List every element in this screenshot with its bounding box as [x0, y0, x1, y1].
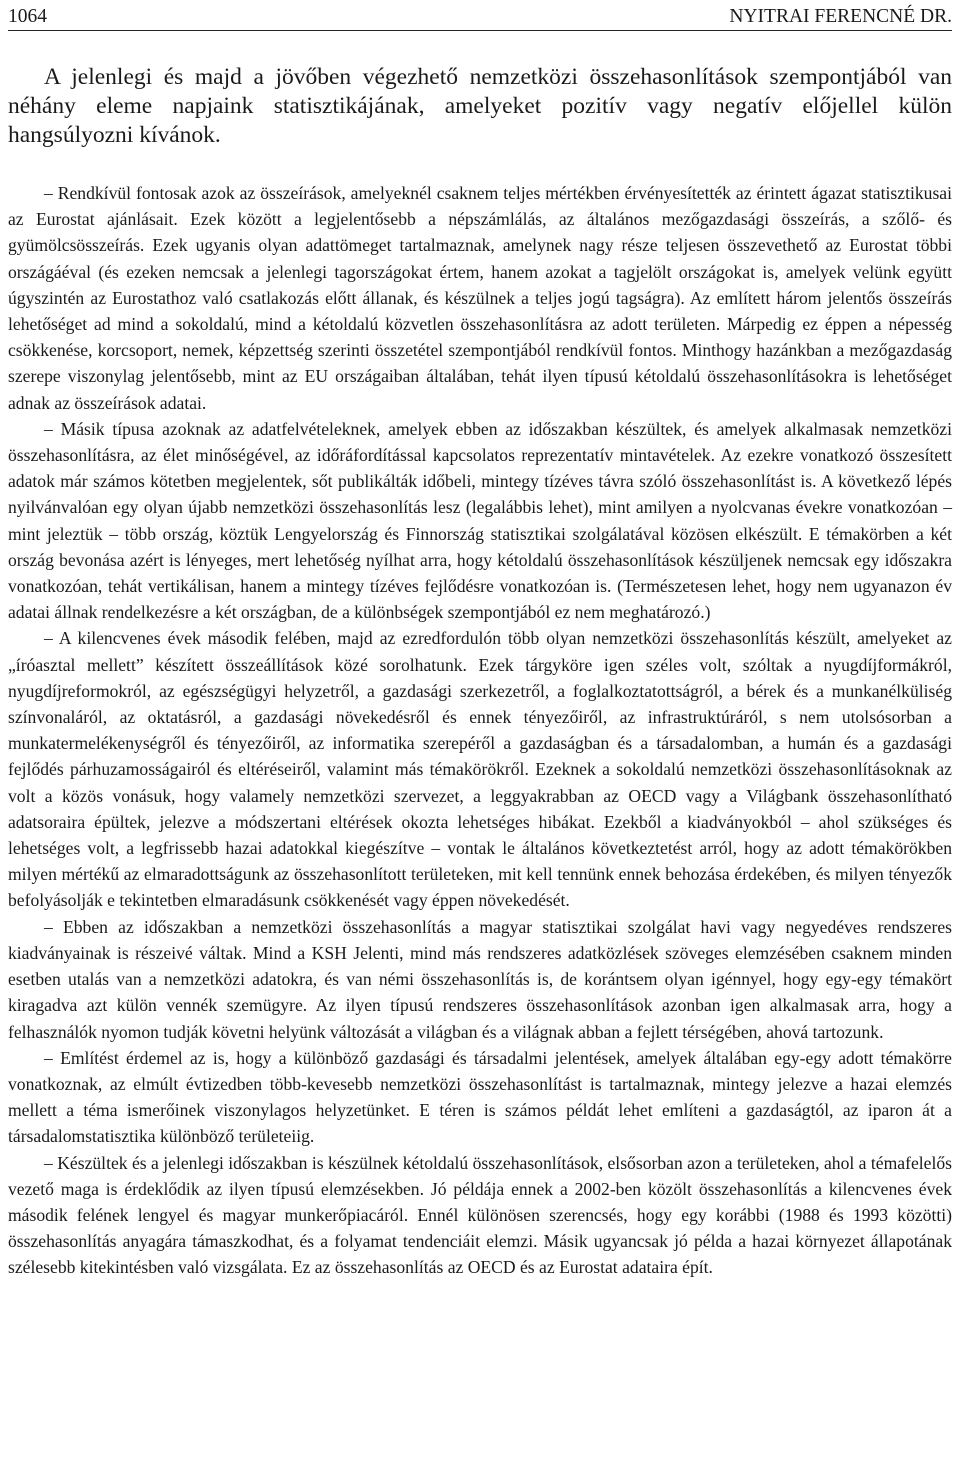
paragraph-census: – Rendkívül fontosak azok az összeírások, amelyeknél csaknem teljes mértékben érvényesítették az érintett ágazat statisztikusai az Eurostat ajánlásait. Ezek között a legjelentősebb a népszámlálás, az általános mezőgazdasági összeírás, a szőlő- és gyümölcsösszeírás. Ezek ugyanis olyan adattömeget tartalmaznak, amelynek nagy része teljesen összevethető az Eurostat többi országáéval (és ezeken nemcsak a jelenlegi tagországokat értem, hanem azokat a tagjelölt országokat is, amelyek velünk együtt úgyszintén az Eurostathoz való csatlakozás előtt állanak, és készülnek a teljes jogú tagságra). Az említett három jelentős összeírás lehetőséget ad mind a sokoldalú, mind a kétoldalú közvetlen összehasonlításra az adott területen. Márpedig ez éppen a népesség csökkenése, korcsoport, nemek, képzettség szerinti összetétel szempontjából rendkívül fontos. Minthogy hazánkban a mezőgazdaság szerepe viszonylag jelentősebb, mint az EU országaiban általában, tehát ilyen típusú kétoldalú összehasonlításokra is lehetőséget adnak az összeírások adatai.: [8, 183, 952, 413]
page-number: 1064: [8, 6, 47, 27]
document-page: [8, 0, 952, 1281]
author-name: NYITRAI FERENCNÉ DR.: [729, 6, 952, 27]
paragraph-desk-comparisons: – A kilencvenes évek második felében, majd az ezredfordulón több olyan nemzetközi összehasonlítás készült, amelyeket az „íróasztal mellett” készített összeállítások közé sorolhatunk. Ezek tárgyköre igen széles volt, szóltak a nyugdíjformákról, nyugdíjreformokról, az egészségügyi helyzetről, a gazdasági szerkezetről, a foglalkoztatottságról, a bérek és a munkanélküliség színvonaláról, az oktatásról, a gazdasági növekedésről és ennek tényezőiről, az infrastruktúráról, s nem utolsósorban a munkatermelékenységről és tényezőiről, az informatika szerepéről a gazdaságban és a társadalomban, a humán és a gazdasági fejlődés párhuzamosságairól és eltéréseiről, valamint más témakörökről. Ezeknek a sokoldalú nemzetközi összehasonlításoknak az volt a közös vonásuk, hogy valamely nemzetközi szervezet, a leggyakrabban az OECD vagy a Világbank összehasonlítható adatsoraira épültek, jelezve a módszertani eltérések okozta lehetséges hibákat. Ezekből a kiadványokból – ahol szükséges és lehetséges volt, a legfrissebb hazai adatokkal kiegészítve – vontak le általános következtetést arról, hogy az adott témakörökben milyen mértékű az elmaradottságunk az összehasonlított területeken, mit kell tennünk ennek behozása érdekében, és milyen tényezők befolyásolják e tekintetben elmaradásunk csökkenését vagy éppen növekedését.: [8, 628, 952, 911]
paragraph-periodic-publications: – Ebben az időszakban a nemzetközi összehasonlítás a magyar statisztikai szolgálat havi vagy negyedéves rendszeres kiadványainak is részeivé váltak. Mind a KSH Jelenti, mind más rendszeres adatközlések szöveges elemzésében csaknem minden esetben utalás van a nemzetközi adatokra, és van némi összehasonlítás is, de korántsem olyan igénnyel, hogy egy-egy témakört kiragadva azt külön vennék szemügyre. Az ilyen típusú rendszeres összehasonlítások azonban igen alkalmasak arra, hogy a felhasználók nyomon tudják követni helyünk változását a világban és a világnak abban a fejlett térségében, ahová tartozunk.: [8, 916, 952, 1042]
paragraph-reports: – Említést érdemel az is, hogy a különböző gazdasági és társadalmi jelentések, amelyek általában egy-egy adott témakörre vonatkoznak, az elmúlt évtizedben több-kevesebb nemzetközi összehasonlítást is tartalmaznak, mintegy jelezve a hazai elemzés mellett a téma ismerőinek viszonylagos helyzetünket. E téren is számos példát lehet említeni a gazdaságtól, az iparon át a társadalomstatisztika különböző területeiig.: [8, 1047, 952, 1147]
body-text: [8, 180, 952, 1281]
paragraph-bilateral: – Készültek és a jelenlegi időszakban is készülnek kétoldalú összehasonlítások, elsősorban azon a területeken, ahol a témafelelős vezető maga is érdeklődik az ilyen típusú elemzésekben. Jó példája ennek a 2002-ben közölt összehasonlítás a kilencvenes évek második felének lengyel és magyar munkerőpiacáról. Ennél különösen szerencsés, hogy egy korábbi (1988 és 1993 közötti) összehasonlítás anyagára támaszkodhat, és a folyamat tendenciáit elemzi. Másik ugyancsak jó példa a hazai környezet állapotának szélesebb kitekintésben való vizsgálata. Ez az összehasonlítás az OECD és az Eurostat adataira épít.: [8, 1152, 952, 1278]
running-header: [8, 0, 952, 31]
paragraph-surveys: – Másik típusa azoknak az adatfelvételeknek, amelyek ebben az időszakban készültek, és amelyek alkalmasak nemzetközi összehasonlításra, az élet minőségével, az időráfordítással kapcsolatos reprezentatív mintavételek. Az ezekre vonatkozó összesített adatok már számos kötetben megjelentek, sőt publikálták időbeli, mintegy tízéves távra szóló összehasonlítást is. A következő lépés nyilvánvalóan egy olyan újabb nemzetközi összehasonlítás lesz (legalábbis lehet), mint amilyen a nyolcvanas évekre vonatkozóan – mint jeleztük – több ország, köztük Lengyelország és Finnország statisztikai szolgálatával közösen elkészült. E témakörben a két ország bevonása azért is lényeges, mert lehetőség nyílhat arra, hogy kétoldalú összehasonlítások készüljenek nemcsak egy időszakra vonatkozóan, tehát vertikálisan, hanem a mintegy tízéves fejlődésre vonatkozóan is. (Természetesen lehet, hogy nem ugyanazon év adatai állnak rendelkezésre a két országban, de a különbségek szempontjából ez nem meghatározó.): [8, 418, 952, 623]
intro-paragraph: A jelenlegi és majd a jövőben végezhető nemzetközi összehasonlítások szempontjából van néhány eleme napjaink statisztikájának, amelyeket pozitív vagy negatív előjellel külön hangsúlyozni kívánok.: [8, 64, 952, 148]
